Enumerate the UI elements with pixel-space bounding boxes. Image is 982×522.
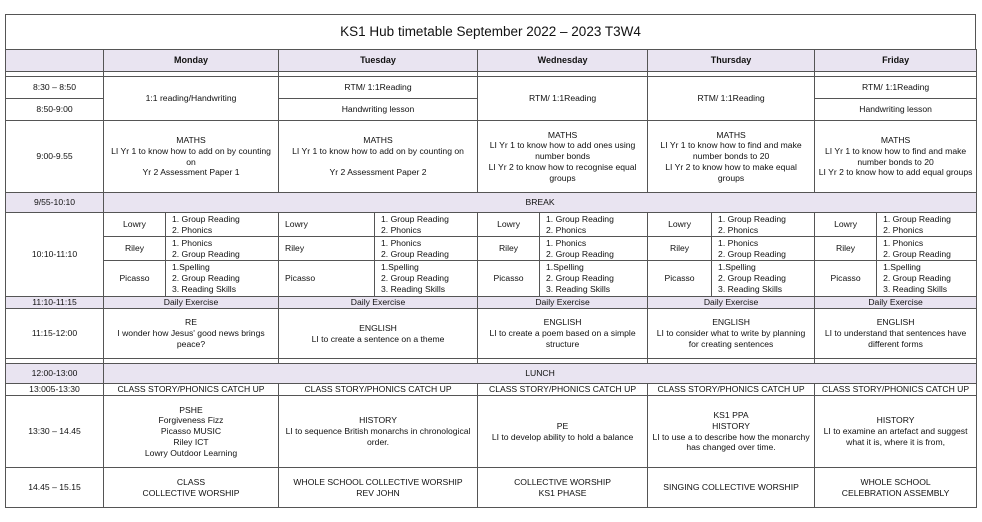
subject-label: MATHS	[363, 135, 393, 146]
lesson-objective: LI Yr 1 to know how to add on by counting on	[111, 145, 271, 167]
group-activities: 1. Group Reading 2. Phonics	[375, 213, 478, 237]
timetable-row	[6, 468, 977, 508]
lesson-cell	[648, 121, 815, 193]
lesson-objective: LI Yr 2 to know how to make equal groups	[665, 161, 797, 183]
group-activities: 1. Group Reading 2. Phonics	[540, 213, 648, 237]
lesson-objective: LI Yr 2 to know how to add equal groups	[818, 167, 973, 178]
lesson-objective: LI to sequence British monarchs in chronological order.	[285, 426, 471, 447]
group-activities: 1. Phonics 2. Group Reading	[712, 237, 815, 261]
lesson-cell: Daily Exercise	[648, 297, 815, 309]
group-activities: 1. Phonics 2. Group Reading	[877, 237, 977, 261]
time-slot: 9/55-10:10	[6, 193, 104, 213]
lesson-objective: LI Yr 1 to know how to add on by counting on	[292, 146, 464, 157]
group-activities: 1. Phonics 2. Group Reading	[166, 237, 279, 261]
lesson-cell: Handwriting lesson	[279, 99, 478, 121]
lesson-cell: RTM/ 1:1Reading	[815, 77, 977, 99]
timetable-row	[6, 384, 977, 396]
group-activities: 1.Spelling 2. Group Reading 3. Reading Skills	[166, 261, 279, 297]
lunch-row	[6, 364, 977, 384]
day-header-tuesday: Tuesday	[279, 50, 478, 72]
day-header-wednesday: Wednesday	[478, 50, 648, 72]
lesson-cell	[815, 121, 977, 193]
worship-line: COLLECTIVE WORSHIP	[514, 476, 611, 487]
group-name: Lowry	[648, 213, 712, 237]
lesson-cell: CLASS STORY/PHONICS CATCH UP	[815, 384, 977, 396]
page-title: KS1 Hub timetable September 2022 – 2023 T3W4	[5, 14, 976, 49]
time-slot: 13:005-13:30	[6, 384, 104, 396]
time-slot: 8:50-9:00	[6, 99, 104, 121]
group-name: Picasso	[648, 261, 712, 297]
lesson-cell	[104, 121, 279, 193]
lesson-objective: LI to create a poem based on a simple structure	[489, 328, 636, 349]
lesson-cell: Daily Exercise	[478, 297, 648, 309]
subject-label: KS1 PPA	[713, 410, 749, 421]
time-slot: 11:15-12:00	[6, 309, 104, 359]
lesson-cell: RTM/ 1:1Reading	[279, 77, 478, 99]
group-name: Picasso	[815, 261, 877, 297]
subject-label: PSHE	[179, 404, 203, 415]
group-name: Riley	[104, 237, 166, 261]
group-activities: 1.Spelling 2. Group Reading 3. Reading Skills	[877, 261, 977, 297]
lesson-objective: LI Yr 1 to know how to find and make number bonds to 20	[660, 140, 802, 162]
break-row	[6, 193, 977, 213]
lesson-cell	[815, 309, 977, 359]
lesson-cell	[104, 468, 279, 508]
timetable-row	[6, 309, 977, 359]
lesson-cell	[815, 396, 977, 468]
subject-label: ENGLISH	[712, 317, 750, 328]
header-row	[6, 50, 977, 72]
group-activities: 1. Group Reading 2. Phonics	[712, 213, 815, 237]
group-activities: 1. Phonics 2. Group Reading	[375, 237, 478, 261]
worship-line: CLASS	[176, 476, 206, 487]
time-slot: 13:30 – 14.45	[6, 396, 104, 468]
worship-line: REV JOHN	[356, 487, 400, 498]
lesson-cell	[648, 468, 815, 508]
lesson-cell	[279, 121, 478, 193]
lesson-detail: Lowry Outdoor Learning	[144, 447, 238, 458]
time-slot: 11:10-11:15	[6, 297, 104, 309]
group-row-picasso	[6, 261, 977, 297]
lesson-objective: Yr 2 Assessment Paper 1	[142, 167, 240, 178]
worship-line: WHOLE SCHOOL COLLECTIVE WORSHIP	[293, 476, 463, 487]
lesson-cell	[279, 396, 478, 468]
lesson-cell: RTM/ 1:1Reading	[648, 77, 815, 121]
subject-label: HISTORY	[359, 415, 397, 426]
subject-label: ENGLISH	[543, 317, 582, 328]
lesson-cell: Handwriting lesson	[815, 99, 977, 121]
worship-line: COLLECTIVE WORSHIP	[142, 487, 240, 498]
group-name: Picasso	[104, 261, 166, 297]
group-name: Lowry	[478, 213, 540, 237]
lesson-cell	[478, 309, 648, 359]
subject-label: HISTORY	[876, 415, 915, 426]
lesson-objective: I wonder how Jesus' good news brings peace?	[117, 328, 265, 349]
worship-line: CELEBRATION ASSEMBLY	[841, 487, 950, 498]
time-slot: 10:10-11:10	[6, 213, 104, 297]
time-slot: 8:30 – 8:50	[6, 77, 104, 99]
timetable-row	[6, 77, 977, 99]
timetable-row	[6, 396, 977, 468]
day-header-thursday: Thursday	[648, 50, 815, 72]
group-row-lowry	[6, 213, 977, 237]
worship-line: WHOLE SCHOOL	[860, 476, 931, 487]
time-slot: 9:00-9.55	[6, 121, 104, 193]
lesson-cell: Daily Exercise	[279, 297, 478, 309]
subject-label: PE	[556, 420, 569, 431]
day-header-monday: Monday	[104, 50, 279, 72]
lesson-cell	[478, 396, 648, 468]
lesson-objective: LI to use a to describe how the monarchy has changed over time.	[652, 431, 810, 453]
lesson-detail: Forgiveness Fizz	[158, 415, 224, 426]
lesson-cell: Daily Exercise	[815, 297, 977, 309]
subject-label: HISTORY	[712, 420, 750, 431]
subject-label: MATHS	[176, 135, 206, 146]
lesson-objective: LI to understand that sentences have different forms	[824, 328, 967, 349]
subject-label: ENGLISH	[359, 322, 397, 333]
group-row-riley	[6, 237, 977, 261]
lesson-cell	[104, 309, 279, 359]
time-slot: 14.45 – 15.15	[6, 468, 104, 508]
group-name: Lowry	[279, 213, 375, 237]
worship-line: KS1 PHASE	[538, 487, 587, 498]
lesson-cell	[279, 309, 478, 359]
lesson-objective: LI Yr 1 to know how to find and make number bonds to 20	[824, 145, 967, 167]
lesson-objective: LI to examine an artefact and suggest what it is, where it is from,	[823, 426, 968, 447]
lesson-cell	[478, 468, 648, 508]
time-slot: 12:00-13:00	[6, 364, 104, 384]
lesson-cell	[478, 121, 648, 193]
daily-exercise-row	[6, 297, 977, 309]
subject-label: MATHS	[547, 129, 578, 140]
lesson-objective: LI Yr 2 to know how to recognise equal groups	[488, 161, 637, 183]
group-name: Riley	[648, 237, 712, 261]
day-header-friday: Friday	[815, 50, 977, 72]
subject-label: ENGLISH	[876, 317, 915, 328]
group-activities: 1. Group Reading 2. Phonics	[877, 213, 977, 237]
group-activities: 1.Spelling 2. Group Reading 3. Reading Skills	[375, 261, 478, 297]
lesson-cell: Daily Exercise	[104, 297, 279, 309]
worship-line: SINGING COLLECTIVE WORSHIP	[663, 482, 799, 493]
break-cell: BREAK	[104, 193, 977, 213]
lesson-objective: LI Yr 1 to know how to add ones using number bonds	[489, 140, 636, 162]
lesson-objective: Yr 2 Assessment Paper 2	[329, 166, 427, 177]
lesson-objective: LI to develop ability to hold a balance	[491, 431, 634, 442]
lesson-cell: CLASS STORY/PHONICS CATCH UP	[648, 384, 815, 396]
lesson-cell	[104, 396, 279, 468]
group-activities: 1.Spelling 2. Group Reading 3. Reading Skills	[712, 261, 815, 297]
subject-label: MATHS	[880, 135, 911, 146]
group-activities: 1. Group Reading 2. Phonics	[166, 213, 279, 237]
group-name: Picasso	[279, 261, 375, 297]
lesson-objective: LI to consider what to write by planning for creating sentences	[656, 328, 806, 349]
lunch-cell: LUNCH	[104, 364, 977, 384]
group-name: Riley	[815, 237, 877, 261]
lesson-cell: CLASS STORY/PHONICS CATCH UP	[478, 384, 648, 396]
lesson-cell	[279, 468, 478, 508]
group-name: Riley	[279, 237, 375, 261]
group-name: Riley	[478, 237, 540, 261]
timetable-grid	[5, 49, 977, 508]
lesson-cell	[648, 396, 815, 468]
group-name: Lowry	[104, 213, 166, 237]
lesson-detail: Picasso MUSIC	[160, 426, 222, 437]
lesson-cell: 1:1 reading/Handwriting	[104, 77, 279, 121]
lesson-objective: LI to create a sentence on a theme	[311, 333, 445, 344]
timetable-row	[6, 121, 977, 193]
group-activities: 1.Spelling 2. Group Reading 3. Reading Skills	[540, 261, 648, 297]
group-name: Picasso	[478, 261, 540, 297]
lesson-cell: CLASS STORY/PHONICS CATCH UP	[279, 384, 478, 396]
subject-label: RE	[185, 317, 197, 328]
lesson-cell: CLASS STORY/PHONICS CATCH UP	[104, 384, 279, 396]
group-activities: 1. Phonics 2. Group Reading	[540, 237, 648, 261]
lesson-cell	[648, 309, 815, 359]
subject-label: MATHS	[716, 129, 746, 140]
lesson-cell: RTM/ 1:1Reading	[478, 77, 648, 121]
lesson-cell	[815, 468, 977, 508]
timetable-document	[5, 14, 976, 508]
group-name: Lowry	[815, 213, 877, 237]
header-corner	[6, 50, 104, 72]
lesson-detail: Riley ICT	[173, 436, 209, 447]
